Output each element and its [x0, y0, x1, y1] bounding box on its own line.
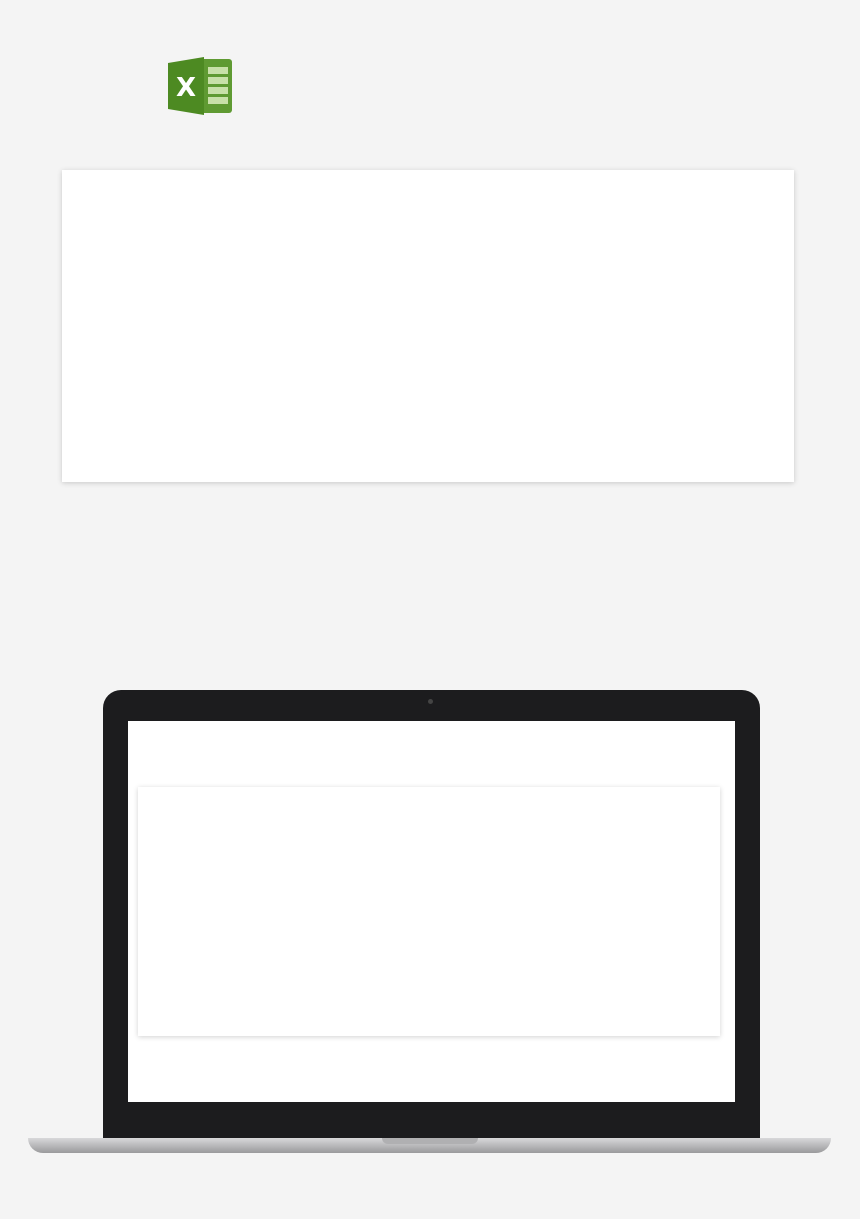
spreadsheet-preview: [70, 179, 786, 470]
svg-text:X: X: [175, 73, 197, 103]
camera-icon: [428, 699, 433, 704]
excel-logo-icon: [168, 55, 234, 117]
spreadsheet-preview: [144, 794, 711, 1025]
laptop-notch: [382, 1138, 478, 1144]
